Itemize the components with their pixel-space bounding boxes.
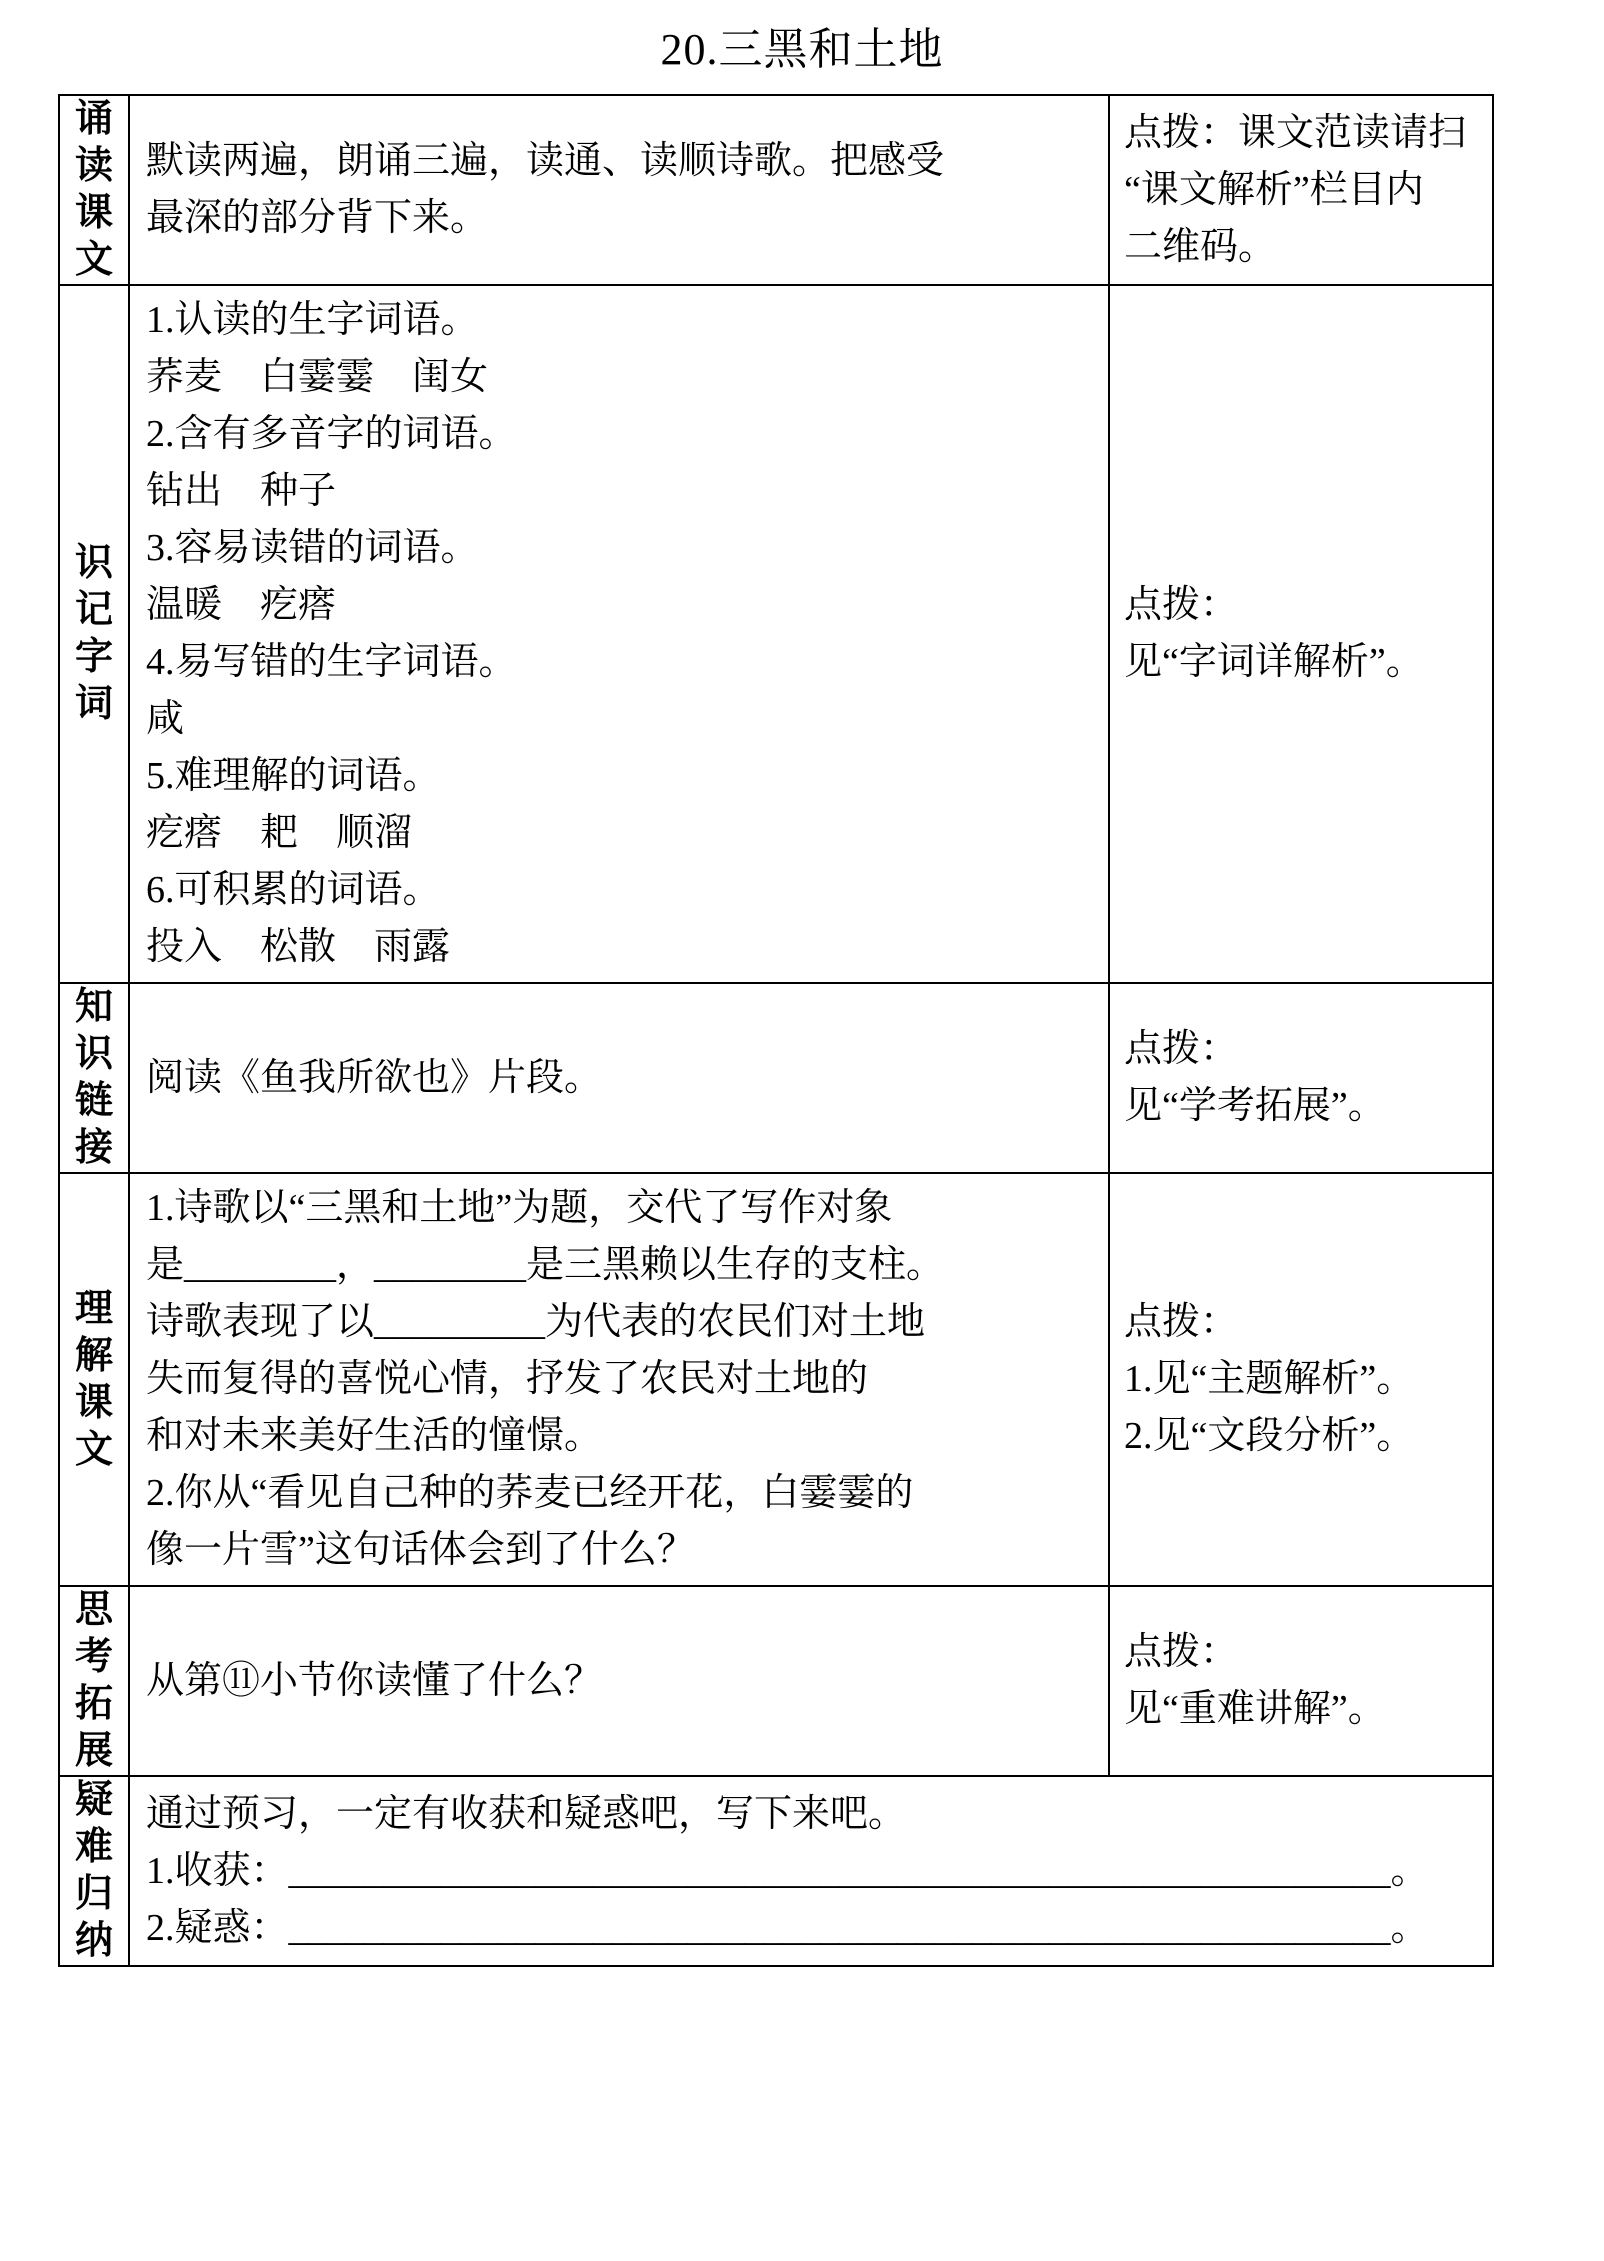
row-comprehension [59, 1173, 1493, 1586]
text-line: 咸 [146, 698, 185, 740]
text-line: 阅读《鱼我所欲也》片段。 [146, 1056, 603, 1099]
row-content-cell [129, 285, 1109, 983]
row-content-cell [129, 1173, 1109, 1586]
text-line: 2.你从“看见自己种的荞麦已经开花，白霎霎的 [146, 1472, 914, 1514]
row-hint-cell [1109, 983, 1493, 1173]
row-label-cell [59, 1173, 129, 1586]
row-hint-text [1110, 1288, 1492, 1471]
row-hint-cell [1109, 1586, 1493, 1776]
text-line: 点拨： [1124, 1301, 1239, 1343]
text-line: 最深的部分背下来。 [146, 197, 489, 239]
text-line: 钻出 种子 [146, 470, 337, 512]
text-line: 见“学考拓展”。 [1124, 1085, 1386, 1127]
text-line: 1.认读的生字词语。 [146, 299, 479, 341]
row-label: 诵读课文 [74, 98, 113, 281]
text-line: 点拨： [1124, 584, 1239, 626]
row-knowledge-link [59, 983, 1493, 1173]
row-read-aloud [59, 95, 1493, 285]
row-content-cell [129, 983, 1109, 1173]
text-line: 3.容易读错的词语。 [146, 527, 479, 569]
row-difficulties-summary [59, 1776, 1493, 1966]
row-content-text [130, 127, 1108, 253]
row-thinking-extension [59, 1586, 1493, 1776]
row-label: 思考拓展 [74, 1589, 113, 1772]
text-line: 点拨：课文范读请扫 [1124, 111, 1467, 154]
row-label: 疑难归纳 [74, 1779, 113, 1962]
text-line: 疙瘩 耙 顺溜 [146, 812, 413, 854]
text-line: 通过预习，一定有收获和疑惑吧，写下来吧。 [146, 1792, 907, 1835]
text-line: 和对未来美好生活的憧憬。 [146, 1415, 603, 1457]
row-hint-cell [1109, 95, 1493, 285]
row-hint-text [1110, 99, 1492, 282]
row-vocabulary [59, 285, 1493, 983]
text-line: 见“重难讲解”。 [1124, 1688, 1386, 1730]
text-line: 1.诗歌以“三黑和土地”为题，交代了写作对象 [146, 1187, 893, 1229]
row-content-cell [129, 1586, 1109, 1776]
text-line: 1.见“主题解析”。 [1124, 1358, 1415, 1400]
text-line: 2.疑惑：__________________________________________________________。 [146, 1906, 1429, 1949]
row-content-text [130, 1647, 1108, 1716]
row-label-cell [59, 95, 129, 285]
text-line: 4.易写错的生字词语。 [146, 641, 517, 683]
text-line: 荞麦 白霎霎 闺女 [146, 356, 489, 398]
text-line: 5.难理解的词语。 [146, 755, 441, 797]
text-line: “课文解析”栏目内 [1124, 168, 1424, 211]
text-line: 2.含有多音字的词语。 [146, 413, 517, 455]
text-line: 见“字词详解析”。 [1124, 641, 1424, 683]
row-label-cell [59, 1586, 129, 1776]
row-hint-text [1110, 1015, 1492, 1141]
text-line: 是________，________是三黑赖以生存的支柱。 [146, 1244, 945, 1286]
row-label-cell [59, 983, 129, 1173]
row-label-cell [59, 1776, 129, 1966]
text-line: 点拨： [1124, 1631, 1239, 1673]
text-line: 像一片雪”这句话体会到了什么？ [146, 1529, 695, 1571]
row-label-cell [59, 285, 129, 983]
row-content-text [130, 286, 1108, 982]
row-content-text [130, 1044, 1108, 1113]
text-line: 6.可积累的词语。 [146, 869, 441, 911]
page-title: 20.三黑和土地 [660, 25, 944, 74]
text-line: 从第⑪小节你读懂了什么？ [146, 1659, 603, 1702]
text-line: 诗歌表现了以_________为代表的农民们对土地 [146, 1301, 926, 1343]
row-hint-cell [1109, 1173, 1493, 1586]
text-line: 2.见“文段分析”。 [1124, 1415, 1415, 1457]
row-label: 知识链接 [74, 986, 113, 1169]
row-label: 识记字词 [74, 542, 113, 725]
text-line: 失而复得的喜悦心情，抒发了农民对土地的 [146, 1358, 869, 1400]
row-content-text [130, 1174, 1108, 1585]
text-line: 1.收获：__________________________________________________________。 [146, 1849, 1429, 1892]
row-content-cell [129, 95, 1109, 285]
row-hint-cell [1109, 285, 1493, 983]
text-line: 默读两遍，朗诵三遍，读通、读顺诗歌。把感受 [146, 140, 945, 182]
text-line: 二维码。 [1124, 225, 1277, 268]
row-content-cell [129, 1776, 1493, 1966]
text-line: 投入 松散 雨露 [146, 926, 451, 968]
study-guide-table [58, 94, 1494, 1967]
row-label: 理解课文 [74, 1287, 113, 1471]
row-hint-text [1110, 1618, 1492, 1744]
text-line: 点拨： [1124, 1028, 1239, 1070]
row-hint-text [1110, 571, 1492, 697]
row-content-text [130, 1780, 1492, 1963]
text-line: 温暖 疙瘩 [146, 584, 337, 626]
